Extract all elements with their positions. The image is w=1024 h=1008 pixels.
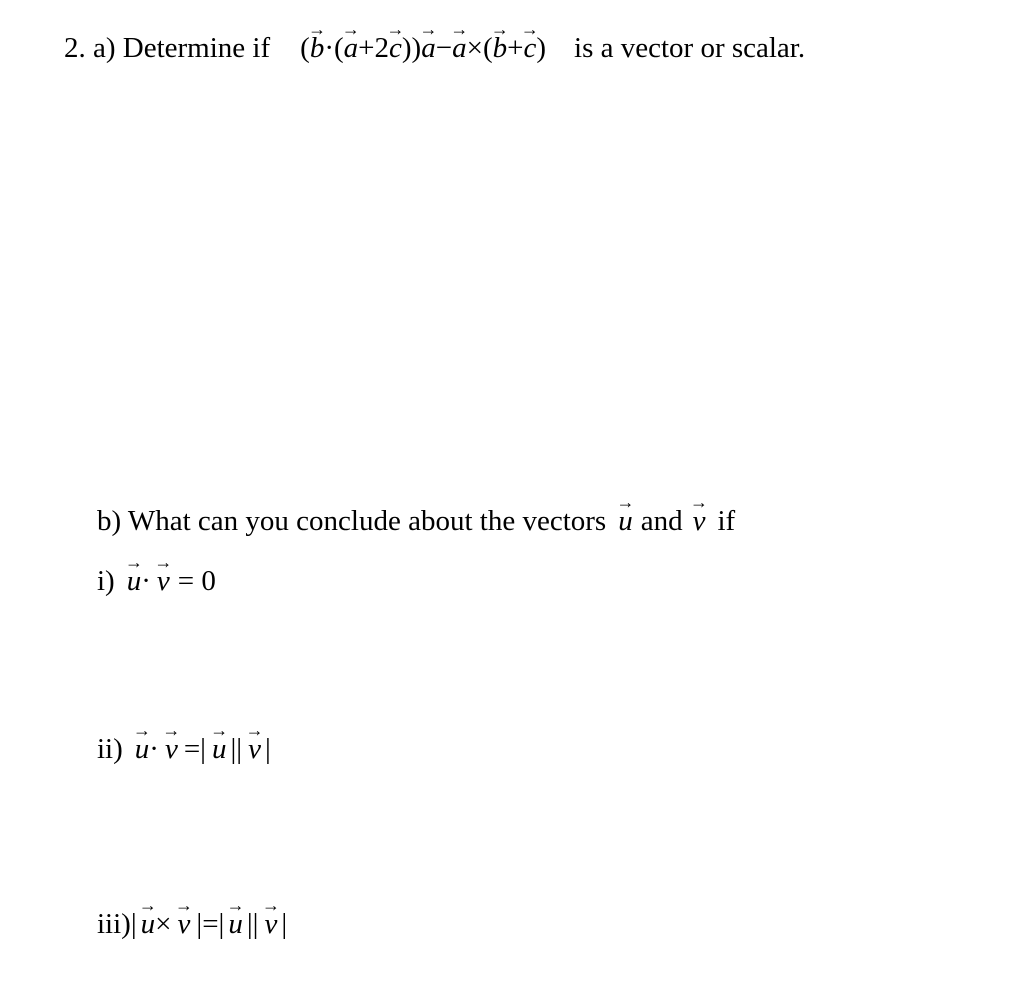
abs-open: |: [130, 908, 137, 940]
item-ii-label: ii): [97, 733, 123, 765]
abs-bars: ||: [230, 733, 243, 765]
vector-u: → u: [141, 910, 156, 939]
part-a-suffix: is a vector or scalar.: [574, 32, 806, 64]
equals-abs: |=|: [196, 908, 225, 940]
paren-close: )): [401, 32, 422, 64]
part-a-line: [64, 34, 805, 63]
paren-open-3: (: [482, 32, 493, 64]
item-i-line: [97, 567, 216, 596]
part-a-expression: [300, 32, 546, 64]
equals-abs-open: =|: [183, 733, 206, 765]
part-b-line: [97, 507, 735, 536]
vector-v: → v: [693, 507, 706, 536]
abs-close: |: [281, 908, 288, 940]
cross-operator: ×: [155, 908, 172, 940]
vector-a-3: → a: [452, 34, 467, 63]
vector-u-2: → u: [212, 735, 227, 764]
vector-v: → v: [178, 910, 191, 939]
vector-v: → v: [157, 567, 170, 596]
cross-operator: ×: [466, 32, 483, 64]
plus-operator: +: [358, 32, 375, 64]
vector-u: → u: [127, 567, 142, 596]
vector-u: → u: [135, 735, 150, 764]
item-iii-line: [97, 910, 287, 939]
part-b-label: b) What can you conclude about the vectors: [97, 505, 607, 537]
item-iii-label: iii): [97, 908, 131, 940]
item-i-label: i): [97, 565, 115, 597]
paren-close-2: ): [536, 32, 547, 64]
coefficient-two: 2: [374, 32, 390, 64]
item-ii-line: [97, 735, 271, 764]
part-a-label: 2. a) Determine if: [64, 32, 271, 64]
vector-u-2: → u: [228, 910, 243, 939]
minus-operator: −: [435, 32, 453, 64]
plus-operator-2: +: [507, 32, 524, 64]
if-word: if: [717, 505, 736, 537]
vector-a: → a: [344, 34, 359, 63]
and-word: and: [640, 505, 683, 537]
dot-operator: ·: [324, 32, 334, 64]
vector-c-2: → c: [523, 34, 536, 63]
vector-v-2: → v: [264, 910, 277, 939]
vector-v: → v: [165, 735, 178, 764]
vector-b-2: → b: [493, 34, 508, 63]
paren-open: (: [300, 32, 310, 64]
dot-operator: ·: [141, 565, 151, 597]
vector-c: → c: [389, 34, 402, 63]
abs-close: |: [265, 733, 271, 765]
vector-a-2: → a: [421, 34, 436, 63]
dot-operator: ·: [149, 733, 159, 765]
equals-zero: = 0: [177, 565, 216, 597]
vector-u: → u: [618, 507, 633, 536]
vector-b: → b: [310, 34, 325, 63]
paren-open-2: (: [333, 32, 344, 64]
vector-v-2: → v: [248, 735, 261, 764]
abs-bars: ||: [246, 908, 259, 940]
